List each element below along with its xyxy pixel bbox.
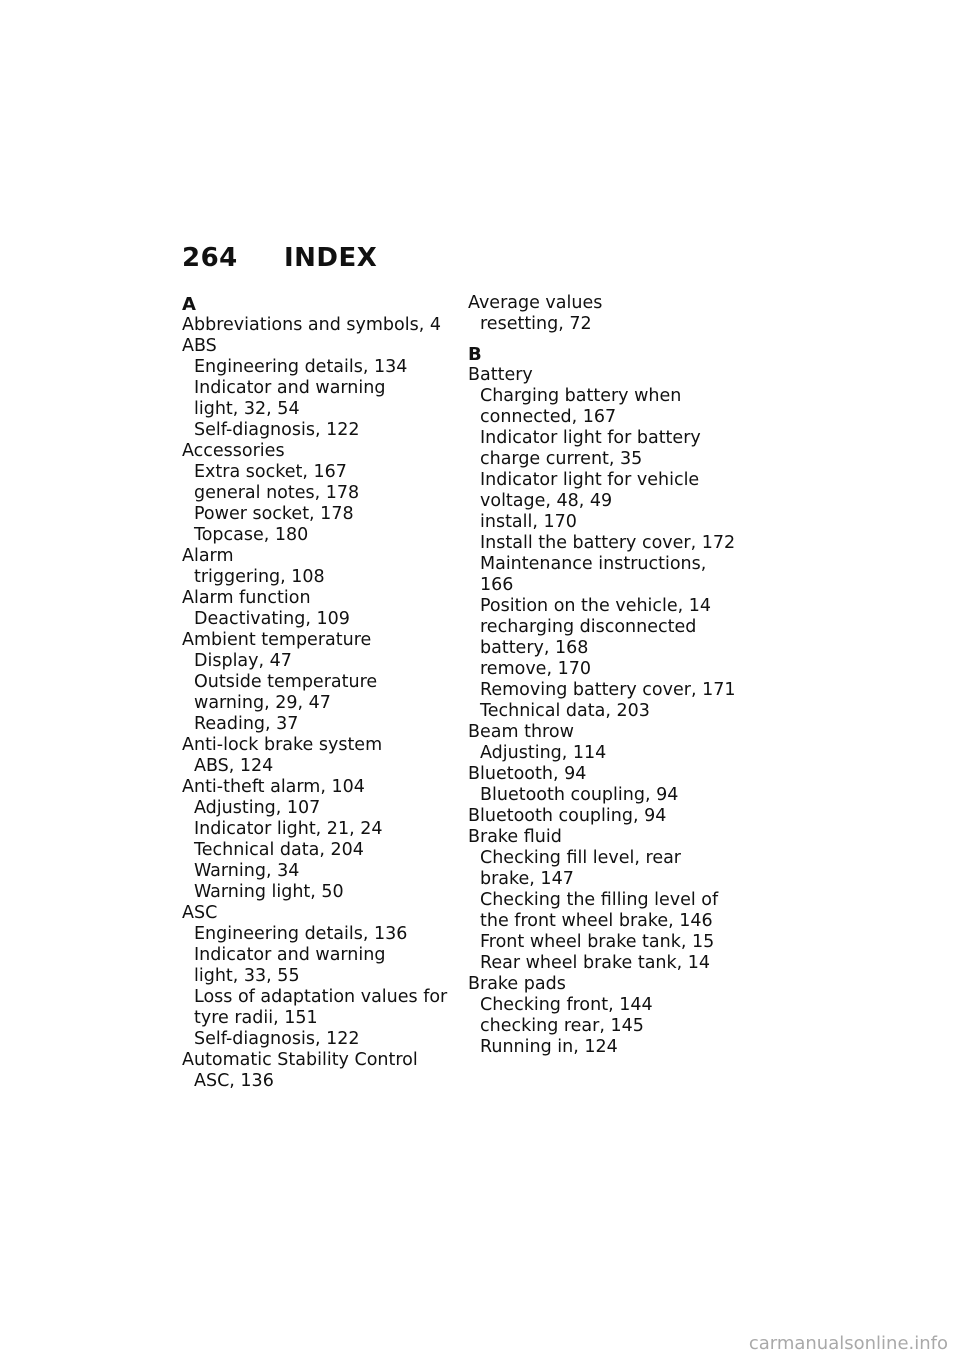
index-subentry: triggering, 108 xyxy=(194,567,325,587)
page-title: INDEX xyxy=(284,243,378,273)
index-subentry: Power socket, 178 xyxy=(194,504,354,524)
index-subentry: Indicator light for battery xyxy=(480,428,701,448)
index-subentry: Position on the vehicle, 14 xyxy=(480,596,712,616)
index-entry: Alarm function xyxy=(182,588,311,608)
index-entry: Abbreviations and symbols, 4 xyxy=(182,315,441,335)
index-entry: Brake pads xyxy=(468,974,566,994)
index-subentry: Technical data, 203 xyxy=(480,701,650,721)
section-letter: B xyxy=(468,344,482,365)
index-subentry: Adjusting, 114 xyxy=(480,743,607,763)
index-subentry: Checking fill level, rear xyxy=(480,848,682,868)
index-subentry: warning, 29, 47 xyxy=(194,693,331,713)
index-entry: Ambient temperature xyxy=(182,630,372,650)
index-subentry: checking rear, 145 xyxy=(480,1016,644,1036)
index-subentry: light, 33, 55 xyxy=(194,966,300,986)
index-entry: Anti-theft alarm, 104 xyxy=(182,777,365,797)
index-subentry: Bluetooth coupling, 94 xyxy=(480,785,679,805)
index-subentry: Checking front, 144 xyxy=(480,995,653,1015)
index-entry: ASC xyxy=(182,903,218,923)
page-number: 264 xyxy=(182,243,238,273)
index-subentry: Adjusting, 107 xyxy=(194,798,321,818)
index-subentry: Charging battery when xyxy=(480,386,682,406)
index-subentry: Warning light, 50 xyxy=(194,882,344,902)
index-subentry: Self-diagnosis, 122 xyxy=(194,420,360,440)
index-subentry: Topcase, 180 xyxy=(194,525,309,545)
index-subentry: Checking the filling level of xyxy=(480,890,719,910)
index-entry: Bluetooth coupling, 94 xyxy=(468,806,667,826)
index-subentry: Technical data, 204 xyxy=(194,840,364,860)
index-subentry: Self-diagnosis, 122 xyxy=(194,1029,360,1049)
index-subentry: Indicator light for vehicle xyxy=(480,470,700,490)
index-subentry: charge current, 35 xyxy=(480,449,643,469)
index-entry: Automatic Stability Control xyxy=(182,1050,418,1070)
index-entry: ABS xyxy=(182,336,217,356)
index-column-right xyxy=(468,293,738,1058)
index-subentry: Extra socket, 167 xyxy=(194,462,347,482)
watermark: carmanualsonline.info xyxy=(748,1333,948,1354)
index-entry: Alarm xyxy=(182,546,234,566)
index-subentry: general notes, 178 xyxy=(194,483,360,503)
index-subentry: connected, 167 xyxy=(480,407,617,427)
index-entry: Brake fluid xyxy=(468,827,562,847)
index-subentry: Maintenance instructions, 166 xyxy=(480,554,707,595)
index-subentry: Install the battery cover, 172 xyxy=(480,533,736,553)
index-entry: Average values xyxy=(468,293,603,313)
page-header xyxy=(182,243,377,273)
index-subentry: Engineering details, 136 xyxy=(194,924,408,944)
index-subentry: Front wheel brake tank, 15 xyxy=(480,932,715,952)
index-subentry: Loss of adaptation values for xyxy=(194,987,448,1007)
index-subentry: Reading, 37 xyxy=(194,714,299,734)
index-subentry: remove, 170 xyxy=(480,659,591,679)
index-subentry: resetting, 72 xyxy=(480,314,592,334)
index-subentry: Warning, 34 xyxy=(194,861,300,881)
index-subentry: Deactivating, 109 xyxy=(194,609,350,629)
index-subentry: Indicator and warning xyxy=(194,945,386,965)
index-subentry: light, 32, 54 xyxy=(194,399,300,419)
index-subentry: Removing battery cover, 171 xyxy=(480,680,736,700)
section-letter: A xyxy=(182,294,196,315)
index-subentry: voltage, 48, 49 xyxy=(480,491,613,511)
index-subentry: Display, 47 xyxy=(194,651,292,671)
index-subentry: Indicator light, 21, 24 xyxy=(194,819,383,839)
index-entry: Anti-lock brake system xyxy=(182,735,383,755)
index-subentry: Outside temperature xyxy=(194,672,378,692)
index-subentry: tyre radii, 151 xyxy=(194,1008,318,1028)
index-subentry: install, 170 xyxy=(480,512,577,532)
index-subentry: Running in, 124 xyxy=(480,1037,618,1057)
index-entry: Battery xyxy=(468,365,533,385)
index-subentry: Indicator and warning xyxy=(194,378,386,398)
index-subentry: Engineering details, 134 xyxy=(194,357,408,377)
index-entry: Accessories xyxy=(182,441,285,461)
index-subentry: the front wheel brake, 146 xyxy=(480,911,713,931)
index-entry: Beam throw xyxy=(468,722,574,742)
index-subentry: battery, 168 xyxy=(480,638,589,658)
index-column-left xyxy=(182,293,452,1092)
index-subentry: recharging disconnected xyxy=(480,617,697,637)
index-subentry: Rear wheel brake tank, 14 xyxy=(480,953,711,973)
index-entry: Bluetooth, 94 xyxy=(468,764,587,784)
index-subentry: brake, 147 xyxy=(480,869,574,889)
index-subentry: ABS, 124 xyxy=(194,756,274,776)
index-subentry: ASC, 136 xyxy=(194,1071,274,1091)
